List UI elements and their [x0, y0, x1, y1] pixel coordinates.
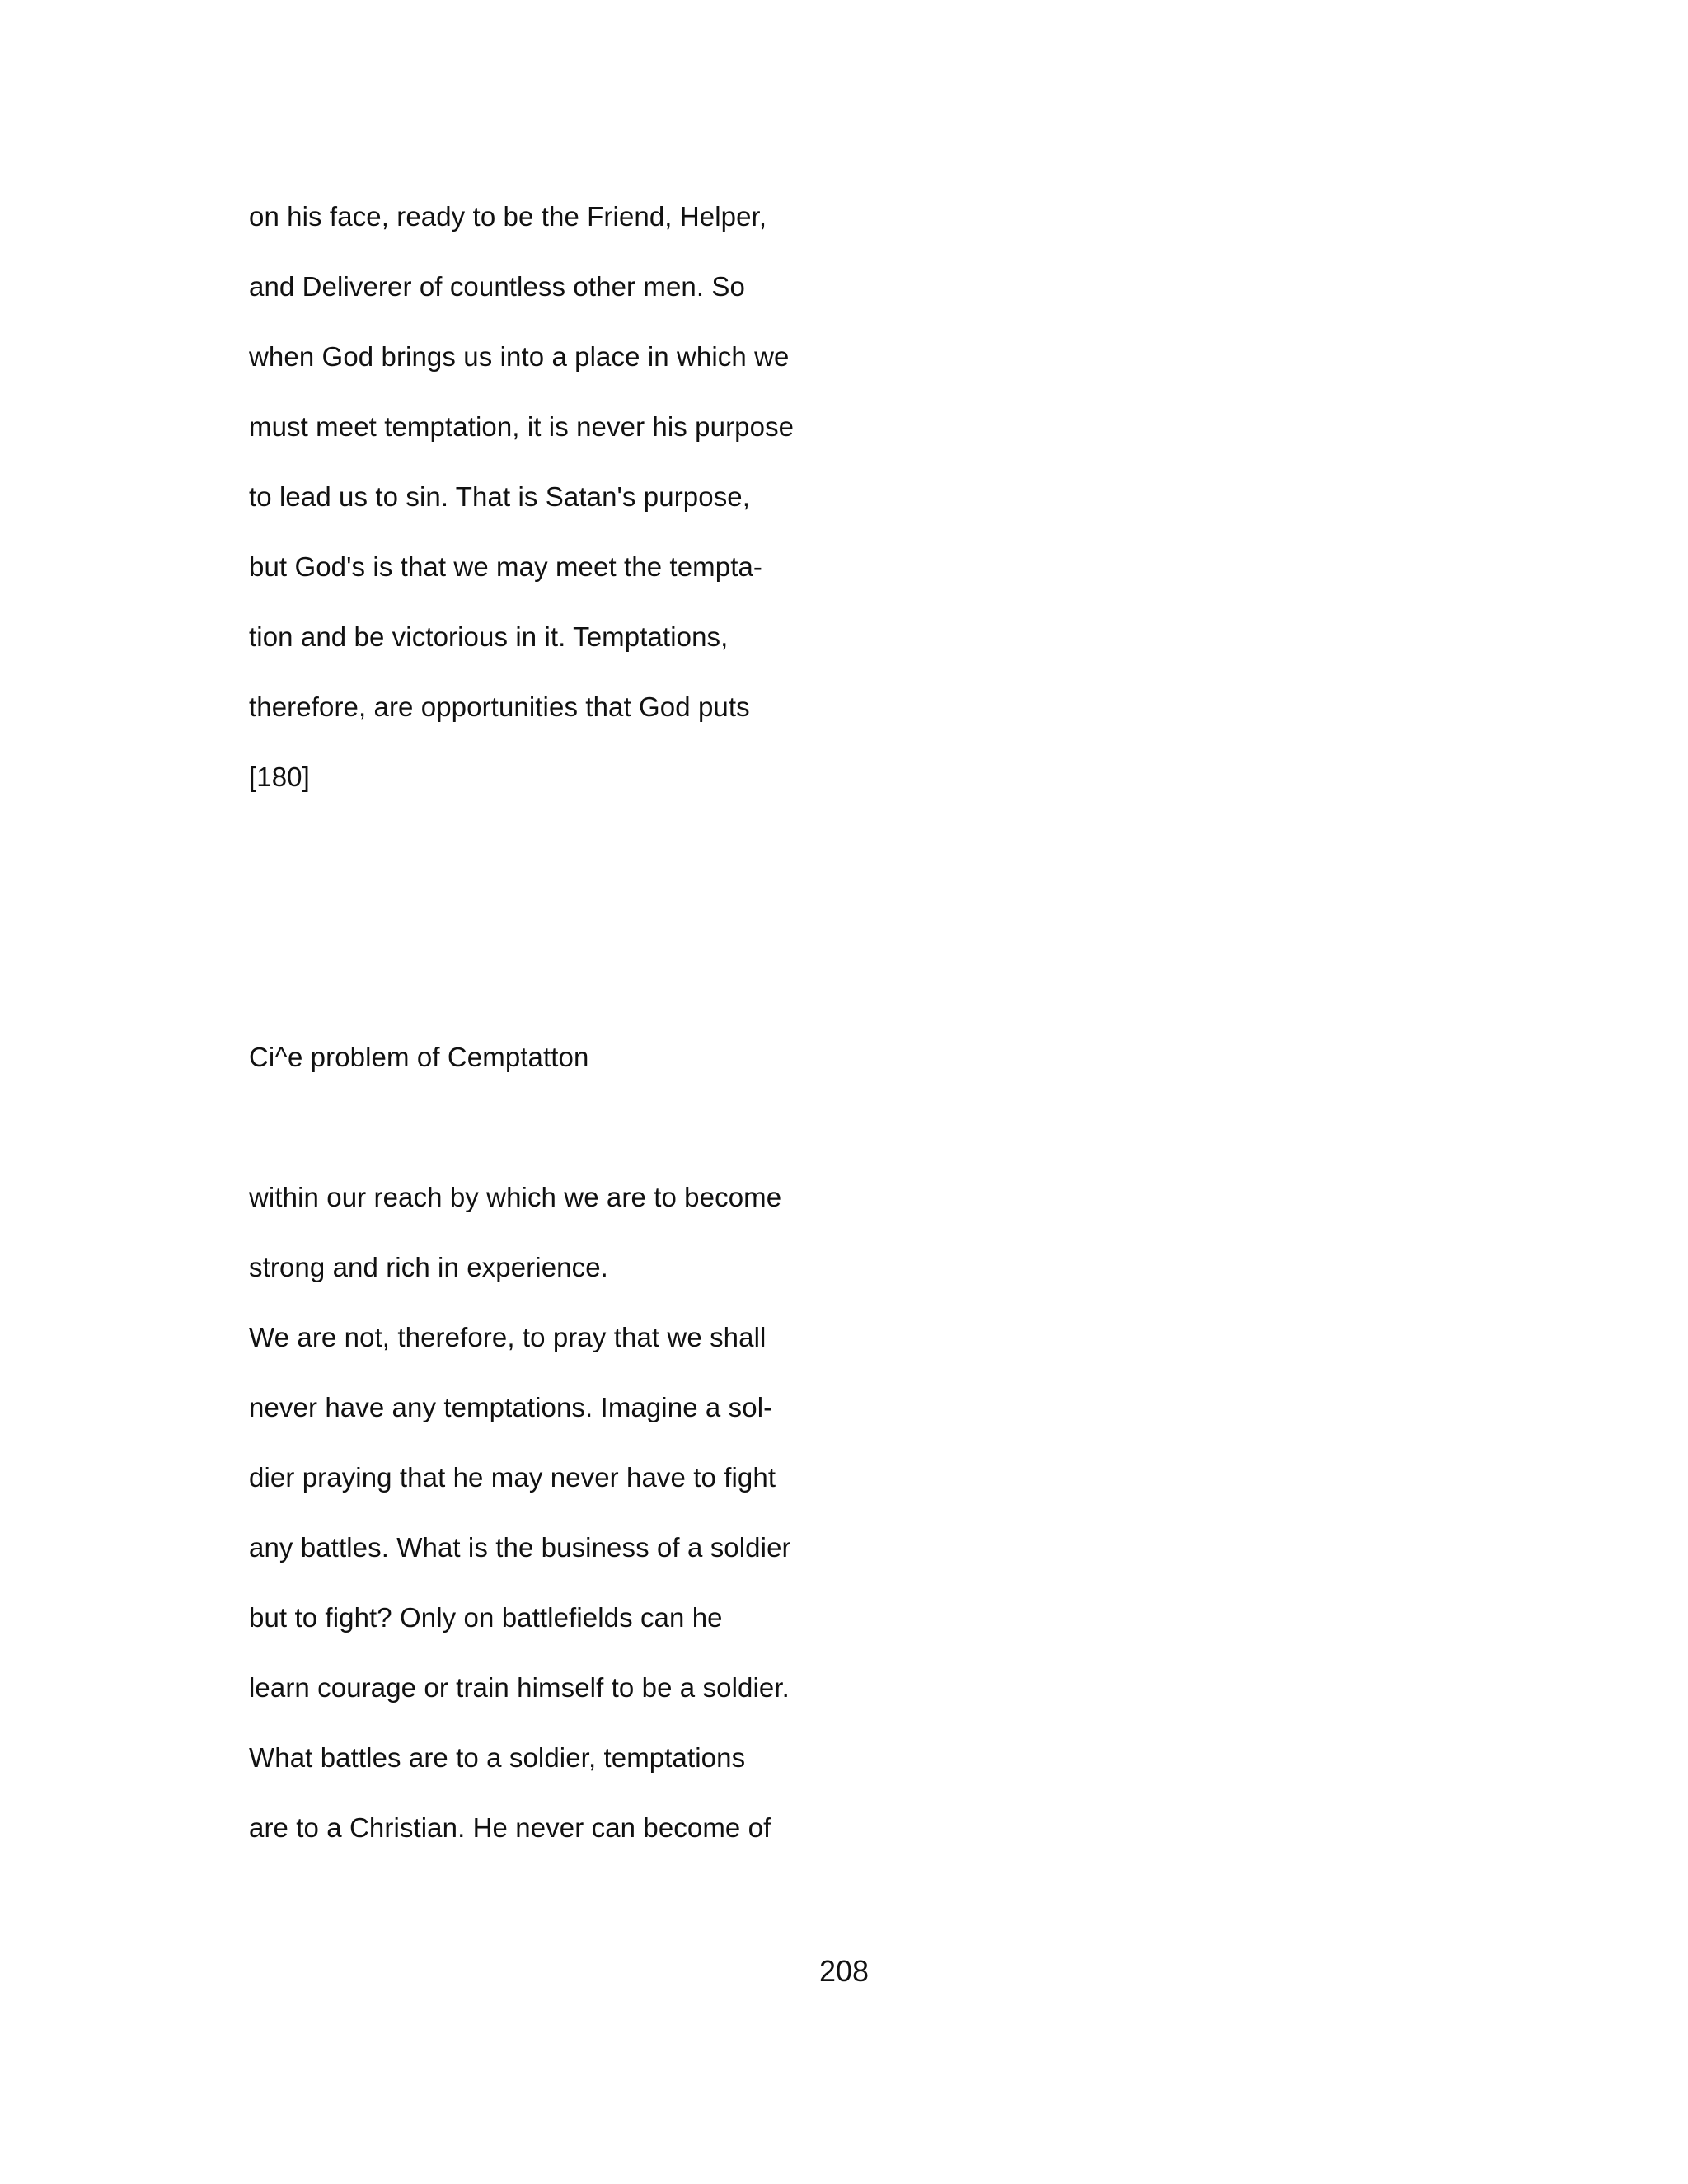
page-number: 208	[818, 1954, 870, 1988]
text-line: tion and be victorious in it. Temptations,	[249, 621, 729, 652]
text-line: within our reach by which we are to become	[249, 1182, 782, 1212]
text-line: strong and rich in experience.	[249, 1252, 608, 1282]
text-line: any battles. What is the business of a soldier	[249, 1532, 791, 1563]
text-line: learn courage or train himself to be a soldier.	[249, 1672, 790, 1703]
text-line: must meet temptation, it is never his purpose	[249, 411, 795, 442]
text-line: We are not, therefore, to pray that we shall	[249, 1322, 767, 1352]
running-head: Ci^e problem of Cemptatton	[249, 1042, 589, 1072]
original-page-marker: [180]	[249, 762, 310, 792]
text-line: never have any temptations. Imagine a sol-	[249, 1392, 773, 1422]
text-line: What battles are to a soldier, temptations	[249, 1742, 746, 1773]
text-line: when God brings us into a place in which we	[249, 341, 790, 372]
text-line: therefore, are opportunities that God puts	[249, 691, 750, 722]
text-line: and Deliverer of countless other men. So	[249, 271, 745, 302]
text-line: are to a Christian. He never can become of	[249, 1812, 771, 1843]
text-line: but to fight? Only on battlefields can he	[249, 1602, 723, 1633]
text-line: to lead us to sin. That is Satan's purpose,	[249, 481, 751, 512]
text-line: on his face, ready to be the Friend, Helper,	[249, 201, 767, 232]
text-line: dier praying that he may never have to fight	[249, 1462, 776, 1493]
text-line: but God's is that we may meet the tempta-	[249, 551, 763, 582]
